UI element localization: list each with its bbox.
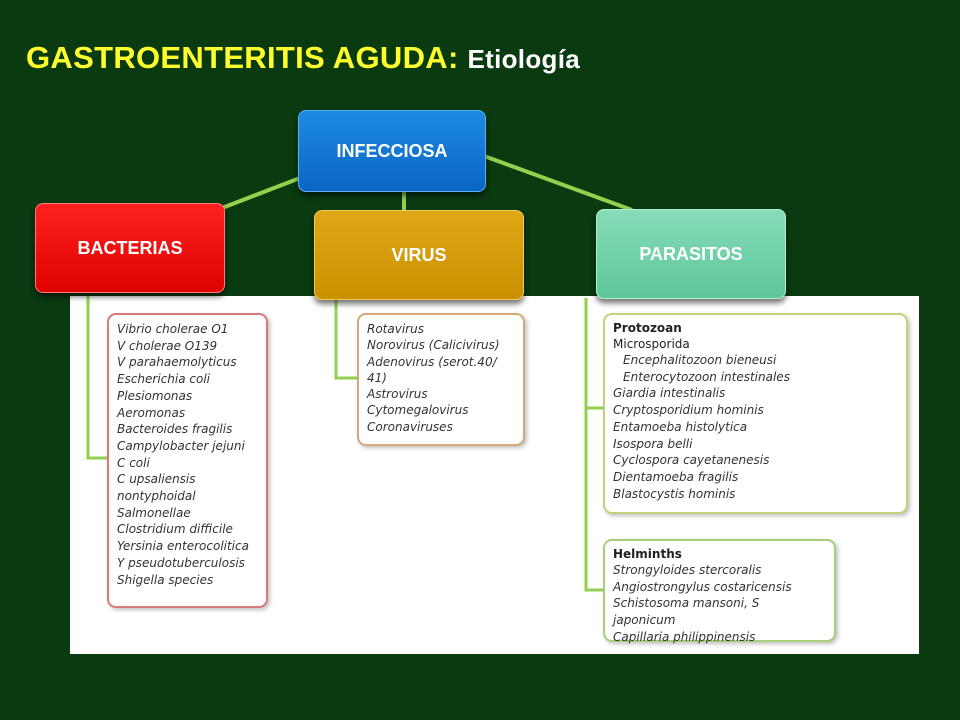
connector-parasitos-protozoa: [586, 298, 604, 408]
list-item: Dientamoeba fragilis: [613, 469, 739, 484]
list-item: Capillaria philippinensis: [613, 629, 756, 644]
node-virus: VIRUS: [314, 210, 524, 300]
list-item: Plesiomonas: [117, 388, 193, 403]
list-item: Campylobacter jejuni: [117, 438, 245, 453]
list-item: Adenovirus (serot.40/: [367, 354, 497, 369]
list-item: V parahaemolyticus: [117, 355, 237, 370]
list-item: Coronaviruses: [367, 419, 453, 434]
list-item: Norovirus (Calicivirus): [367, 338, 500, 353]
list-item: Escherichia coli: [117, 372, 210, 387]
list-item: Encephalitozoon bieneusi: [623, 353, 777, 367]
bacterias-list-box: [107, 313, 268, 608]
list-item: Cryptosporidium hominis: [613, 403, 764, 418]
list-item: Cytomegalovirus: [367, 403, 469, 418]
list-item: Isospora belli: [613, 436, 693, 451]
node-bacterias: BACTERIAS: [35, 203, 225, 293]
helminths-heading: Helminths: [613, 547, 682, 561]
list-item: Y pseudotuberculosis: [117, 555, 245, 570]
list-item: nontyphoidal: [117, 489, 196, 504]
list-item: Entamoeba histolytica: [613, 419, 748, 434]
microsporida-heading: Microsporida: [613, 337, 690, 351]
helminths-list: [613, 562, 826, 646]
helminths-list-box: [603, 539, 836, 642]
virus-list: [367, 321, 515, 435]
list-item: C upsaliensis: [117, 472, 196, 487]
list-item: V cholerae O139: [117, 338, 218, 353]
list-item: Cyclospora cayetanenesis: [613, 453, 770, 468]
list-item: Rotavirus: [367, 322, 424, 336]
list-item: Aeromonas: [117, 405, 186, 420]
title-colon: :: [447, 40, 459, 75]
list-item: Vibrio cholerae O1: [117, 322, 229, 336]
connector-bacterias-list: [88, 296, 108, 458]
list-item: Giardia intestinalis: [613, 386, 726, 401]
title-main: GASTROENTERITIS AGUDA: [26, 40, 448, 75]
list-item: Astrovirus: [367, 387, 428, 402]
list-item: Schistosoma mansoni, S: [613, 596, 760, 611]
list-item: Blastocystis hominis: [613, 486, 736, 501]
connector-virus-list: [336, 298, 358, 378]
list-item: Bacteroides fragilis: [117, 422, 233, 437]
list-item: Salmonellae: [117, 505, 191, 520]
microsporida-list: [613, 352, 898, 385]
connector-infecciosa-bacterias: [222, 178, 300, 208]
title-subtitle: Etiología: [467, 44, 580, 74]
list-item: Yersinia enterocolitica: [117, 539, 249, 554]
list-item: Angiostrongylus costaricensis: [613, 579, 792, 594]
protozoa-list: [613, 385, 898, 502]
list-item: Clostridium difficile: [117, 522, 233, 537]
list-item: 41): [367, 370, 387, 385]
bacterias-list: [117, 321, 258, 588]
list-item: C coli: [117, 455, 150, 470]
list-item: Shigella species: [117, 572, 214, 587]
protozoa-list-box: [603, 313, 908, 514]
node-infecciosa: INFECCIOSA: [298, 110, 486, 192]
connector-parasitos-helminths: [586, 408, 604, 590]
list-item: Enterocytozoon intestinales: [623, 369, 790, 384]
connector-infecciosa-parasitos: [484, 156, 632, 210]
list-item: Strongyloides stercoralis: [613, 563, 762, 577]
protozoa-heading: Protozoan: [613, 321, 682, 335]
list-item: japonicum: [613, 613, 676, 628]
virus-list-box: [357, 313, 525, 446]
node-parasitos: PARASITOS: [596, 209, 786, 299]
